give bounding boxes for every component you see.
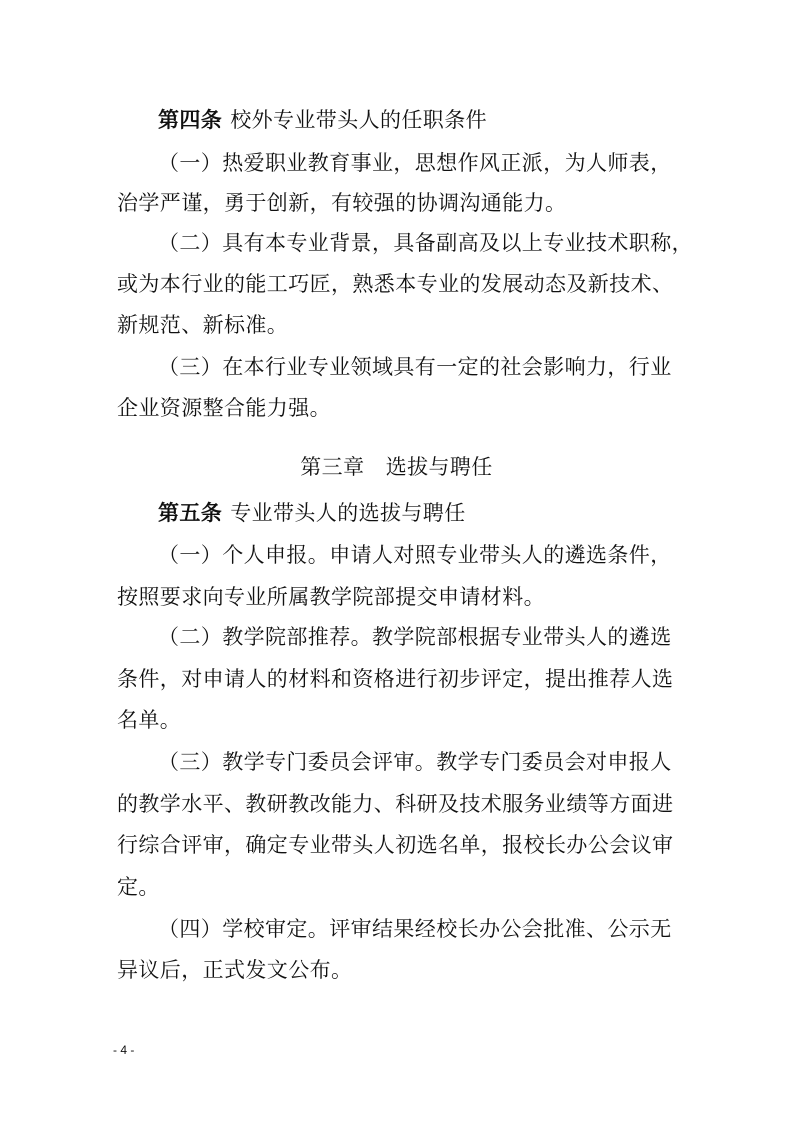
article-5-item-3-line-3: 行综合评审，确定专业带头人初选名单，报校长办公会议审 [117, 833, 674, 857]
article-4-item-1-line-1: （一）热爱职业教育事业，思想作风正派，为人师表， [158, 151, 672, 175]
article-5-item-1-line-2: 按照要求向专业所属教学院部提交申请材料。 [117, 585, 545, 609]
article-4-item-3-line-2: 企业资源整合能力强。 [117, 396, 331, 420]
article-5-item-3-line-2: 的教学水平、教研教改能力、科研及技术服务业绩等方面进 [117, 792, 674, 816]
article-4-item-3-line-1: （三）在本行业专业领域具有一定的社会影响力，行业 [158, 355, 672, 379]
article-5-heading [158, 500, 466, 526]
article-5-item-2-line-2: 条件，对申请人的材料和资格进行初步评定，提出推荐人选 [117, 667, 674, 691]
article-5-label: 第五条 [158, 501, 223, 525]
article-4-item-2-line-2: 或为本行业的能工巧匠，熟悉本专业的发展动态及新技术、 [117, 272, 674, 296]
article-5-item-2-line-3: 名单。 [117, 708, 182, 732]
article-5-item-3-line-1: （三）教学专门委员会评审。教学专门委员会对申报人 [158, 750, 672, 774]
article-4-item-1-line-2: 治学严谨，勇于创新，有较强的协调沟通能力。 [117, 191, 567, 215]
article-5-item-3-line-4: 定。 [117, 875, 160, 899]
page-number: - 4 - [113, 1043, 135, 1057]
article-5-title: 专业带头人的选拔与聘任 [230, 501, 466, 525]
article-5-item-1-line-1: （一）个人申报。申请人对照专业带头人的遴选条件， [158, 543, 672, 567]
article-4-label: 第四条 [158, 108, 223, 132]
article-5-item-4-line-2: 异议后，正式发文公布。 [117, 958, 353, 982]
article-4-item-2-line-1: （二）具有本专业背景，具备副高及以上专业技术职称， [158, 231, 693, 255]
article-4-heading [158, 107, 487, 133]
article-4-item-2-line-3: 新规范、新标准。 [117, 313, 289, 337]
article-5-item-4-line-1: （四）学校审定。评审结果经校长办公会批准、公示无 [158, 917, 672, 941]
article-5-item-2-line-1: （二）教学院部推荐。教学院部根据专业带头人的遴选 [158, 625, 672, 649]
article-4-title: 校外专业带头人的任职条件 [230, 108, 488, 132]
chapter-3-title: 第三章 选拔与聘任 [300, 455, 493, 479]
